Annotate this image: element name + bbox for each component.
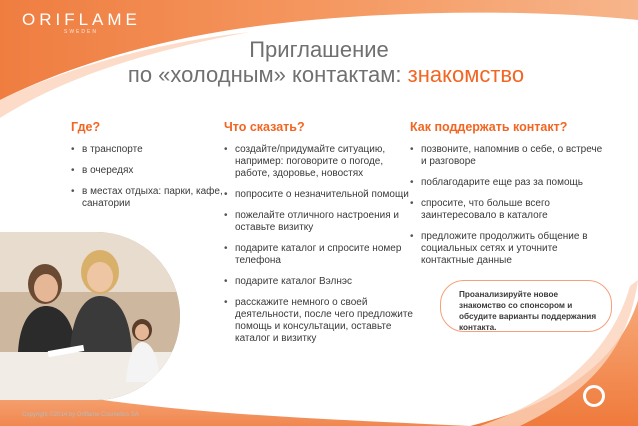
column-heading: Что сказать?: [224, 120, 305, 134]
list-item: • попросите о незначительной помощи: [224, 189, 417, 201]
photo-illustration: [0, 232, 180, 400]
list-item: • позвоните, напомнив о себе, о встрече и разговоре: [410, 144, 610, 168]
column-heading: Где?: [71, 120, 101, 134]
column-what-to-say: [224, 120, 417, 354]
list-item: • расскажите немного о своей деятельности, после чего предложите помощь и консультации, оставьте каталог и визитку: [224, 297, 417, 345]
title-line-2-main: по «холодным» контактам:: [127, 62, 408, 87]
list-item: • в местах отдыха: парки, кафе, санатории: [71, 186, 231, 210]
list-item: • в очередях: [71, 165, 231, 177]
list-item: • создайте/придумайте ситуацию, например: поговорите о погоде, работе, здоровье, новостях: [224, 144, 417, 180]
column-where: [71, 120, 231, 219]
title-line-2: [0, 62, 638, 87]
title-accent: знакомство: [407, 62, 525, 87]
title-line-1: Приглашение: [249, 37, 389, 62]
list-item: • подарите каталог Вэлнэс: [224, 276, 417, 288]
list-item: • подарите каталог и спросите номер телефона: [224, 243, 417, 267]
copyright-text: Copyright ©2014 by Oriflame Cosmetics SA: [22, 412, 139, 418]
oriflame-logo: ORIFLAME: [22, 10, 141, 29]
list-item: • пожелайте отличного настроения и оставьте визитку: [224, 210, 417, 234]
callout-box: Проанализируйте новое знакомство со спонсором и обсудите варианты поддержания контакта.: [440, 280, 612, 332]
column-heading: Как поддержать контакт?: [410, 120, 568, 134]
slide-title: [0, 37, 638, 87]
women-photo: [0, 232, 180, 400]
list-item: • в транспорте: [71, 144, 231, 156]
oriflame-logo-subtitle: SWEDEN: [64, 29, 98, 35]
list-item: • поблагодарите еще раз за помощь: [410, 177, 610, 189]
oriflame-ring-icon: [583, 385, 605, 407]
column-support-contact: [410, 120, 610, 276]
list-item: • предложите продолжить общение в социальных сетях и уточните контактные данные: [410, 231, 610, 267]
list-item: • спросите, что больше всего заинтересовало в каталоге: [410, 198, 610, 222]
